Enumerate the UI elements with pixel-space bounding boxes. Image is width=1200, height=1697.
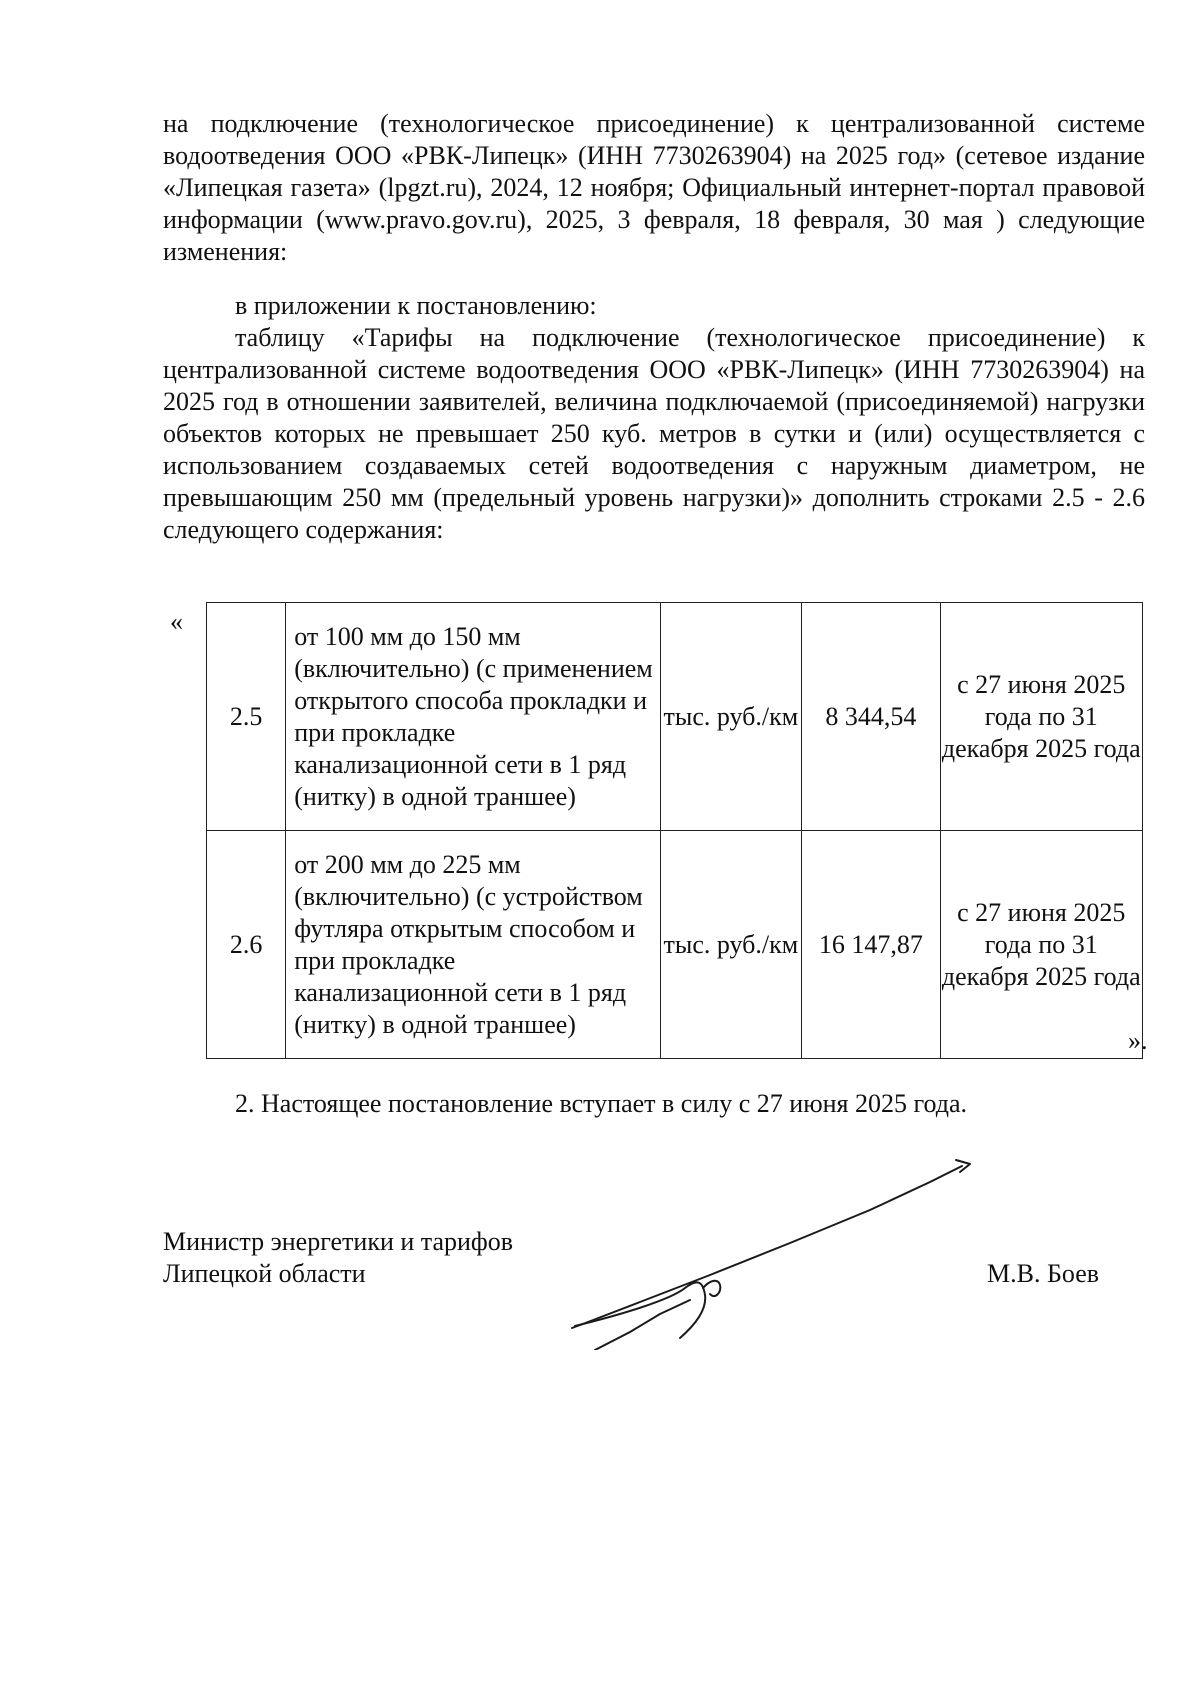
minister-title: [163, 1226, 513, 1290]
table-intro-paragraph: таблицу «Тарифы на подключение (технологическое присоединение) к централизованной системе водоотведения ООО «РВК-Липецк» (ИНН 7730263904) на 2025 год в отношении заявителей, величина подключаемой (присоединяемой) нагрузки объектов которых не превышает 250 куб. метров в сутки и (или) осуществляется с использованием создаваемых сетей водоотведения с наружным диаметром, не превышающим 250 мм (предельный уровень нагрузки)» дополнить строками 2.5 - 2.6 следующего содержания:: [163, 323, 1145, 544]
signature-stroke-main: [572, 1166, 962, 1328]
closing-quote: ».: [1128, 1026, 1148, 1055]
minister-title-line-2: Липецкой области: [163, 1259, 366, 1288]
opening-quote: «: [170, 607, 183, 636]
row-number-cell: 2.6: [207, 831, 286, 1059]
tariff-table: [206, 602, 1143, 1059]
effective-clause: 2. Настоящее постановление вступает в силу с 27 июня 2025 года.: [235, 1089, 968, 1118]
row-period-cell: с 27 июня 2025 года по 31 декабря 2025 года: [940, 603, 1142, 831]
table-row: [207, 603, 1143, 831]
row-description-cell: от 100 мм до 150 мм (включительно) (с применением открытого способа прокладки и при прокладке канализационной сети в 1 ряд (нитку) в одной траншее): [286, 603, 660, 831]
row-value-cell: 16 147,87: [802, 831, 940, 1059]
handwritten-signature: [560, 1110, 1000, 1350]
row-unit-cell: тыс. руб./км: [660, 603, 802, 831]
row-period-cell: с 27 июня 2025 года по 31 декабря 2025 года: [940, 831, 1142, 1059]
table-row: [207, 831, 1143, 1059]
intro-paragraph: на подключение (технологическое присоединение) к централизованной системе водоотведения ООО «РВК-Липецк» (ИНН 7730263904) на 2025 год» (сетевое издание «Липецкая газета» (lpgzt.ru), 2024, 12 ноября; Официальный интернет-портал правовой информации (www.pravo.gov.ru), 2025, 3 февраля, 18 февраля, 30 мая ) следующие изменения:: [163, 109, 1145, 266]
annex-line: в приложении к постановлению:: [235, 291, 597, 320]
row-value-cell: 8 344,54: [802, 603, 940, 831]
row-number-cell: 2.5: [207, 603, 286, 831]
row-unit-cell: тыс. руб./км: [660, 831, 802, 1059]
minister-title-line-1: Министр энергетики и тарифов: [163, 1227, 514, 1256]
signature-stroke-upper: [575, 1282, 705, 1338]
row-description-cell: от 200 мм до 225 мм (включительно) (с устройством футляра открытым способом и при прокладке канализационной сети в 1 ряд (нитку) в одной траншее): [286, 831, 660, 1059]
signer-name: М.В. Боев: [987, 1259, 1100, 1288]
